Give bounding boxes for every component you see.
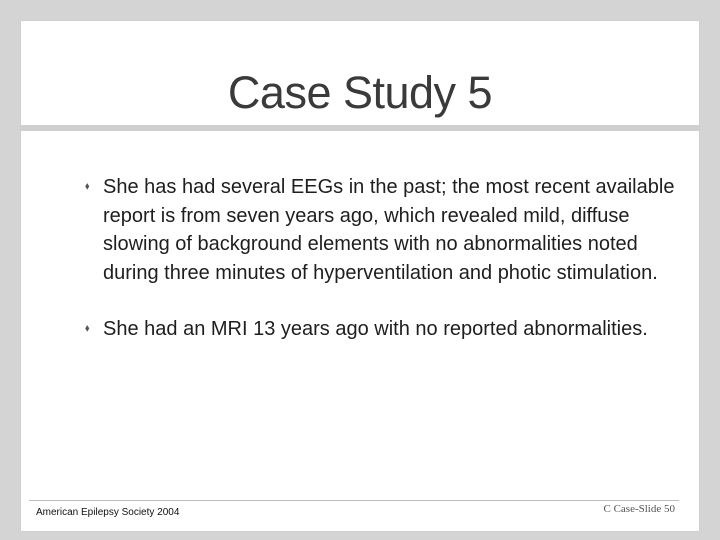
bullet-text: She has had several EEGs in the past; the most recent available report is from seven years ago, which revealed mild, diffuse slowing of background elements with no abnormalities noted during three minutes of hyperventilation and photic stimulation. [103,176,675,284]
footer-slide-number: C Case-Slide 50 [603,503,675,515]
bullet-icon: ⬧ [85,323,90,334]
slide-title: Case Study 5 [227,67,493,118]
bullet-list [81,173,681,344]
title-divider [21,125,699,131]
bullet-icon: ⬧ [85,181,90,192]
slide [21,21,699,531]
footer-source: American Epilepsy Society 2004 [36,507,180,518]
footer-divider [29,500,679,501]
bullet-item [81,173,681,287]
bullet-item [81,315,681,344]
bullet-text: She had an MRI 13 years ago with no reported abnormalities. [103,318,648,340]
